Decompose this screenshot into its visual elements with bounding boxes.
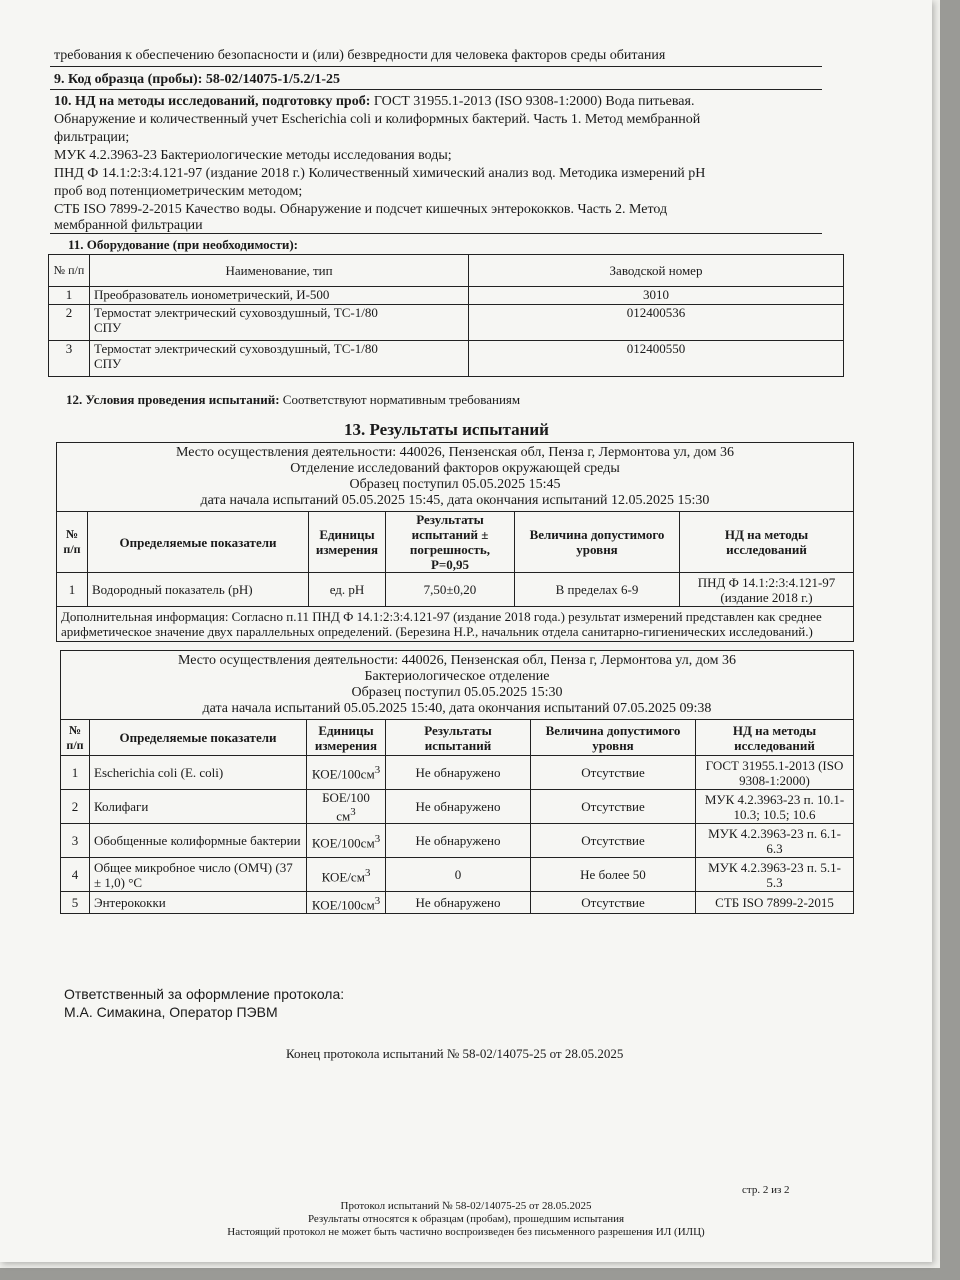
row-indicator: Энтерококки xyxy=(90,892,307,914)
row-indicator: Общее микробное число (ОМЧ) (37 ± 1,0) °С xyxy=(90,858,307,892)
unit-exponent: 3 xyxy=(374,894,381,907)
footer-line-1: Протокол испытаний № 58-02/14075-25 от 28.05.2025 xyxy=(340,1200,592,1212)
row-unit: ед. pH xyxy=(309,573,386,607)
unit-exponent: 3 xyxy=(350,806,356,818)
conditions xyxy=(66,392,520,408)
eq-header-serial: Заводской номер xyxy=(469,255,844,287)
row-limit: Не более 50 xyxy=(531,858,696,892)
row-num: 5 xyxy=(61,892,90,914)
row-num: 2 xyxy=(61,790,90,824)
col-header-indicator: Определяемые показатели xyxy=(88,512,309,573)
eq-row-num: 2 xyxy=(49,305,90,341)
eq-row-serial: 012400536 xyxy=(469,305,844,341)
eq-header-num: № п/п xyxy=(49,255,90,287)
row-num: 3 xyxy=(61,824,90,858)
section2-dates: дата начала испытаний 05.05.2025 15:40, дата окончания испытаний 07.05.2025 09:38 xyxy=(202,701,712,716)
unit-exponent: 3 xyxy=(364,866,371,879)
section1-header xyxy=(57,443,854,512)
eq-row-serial: 012400550 xyxy=(469,341,844,377)
eq-row-name: Преобразователь иономeтрический, И-500 xyxy=(90,287,469,305)
table-row xyxy=(49,305,844,341)
row-unit xyxy=(307,858,386,892)
table-row xyxy=(61,824,854,858)
col-header-unit: Единицы измерения xyxy=(307,720,386,756)
sample-code xyxy=(54,72,340,88)
eq-row-name-line2: СПУ xyxy=(94,320,122,335)
row-indicator: Обобщенные колиформные бактерии xyxy=(90,824,307,858)
sample-code-label: 9. Код образца (пробы): xyxy=(54,72,203,87)
row-num: 1 xyxy=(57,573,88,607)
conditions-value: Соответствуют нормативным требованиям xyxy=(282,392,521,407)
row-limit: Отсутствие xyxy=(531,756,696,790)
row-indicator: Водородный показатель (pH) xyxy=(88,573,309,607)
row-num: 4 xyxy=(61,858,90,892)
divider xyxy=(50,66,822,67)
row-unit xyxy=(307,892,386,914)
table-row xyxy=(61,892,854,914)
col-header-result: Результаты испытаний ± погрешность, P=0,95 xyxy=(386,512,515,573)
col-header-method: НД на методы исследований xyxy=(696,720,854,756)
equipment-title: 11. Оборудование (при необходимости): xyxy=(68,237,298,252)
footer-line-2: Результаты относятся к образцам (пробам), прошедшим испытания xyxy=(307,1213,625,1225)
methods-line-4: МУК 4.2.3963-23 Бактериологические методы исследования воды; xyxy=(54,148,452,163)
section1-dates: дата начала испытаний 05.05.2025 15:45, дата окончания испытаний 12.05.2025 15:30 xyxy=(200,493,710,508)
row-num: 1 xyxy=(61,756,90,790)
eq-row-serial: 3010 xyxy=(469,287,844,305)
row-limit: Отсутствие xyxy=(531,892,696,914)
section1-place: Место осуществления деятельности: 440026, Пензенская обл, Пенза г, Лермонтова ул, дом 36 xyxy=(175,445,735,460)
results-table-environment xyxy=(56,442,854,642)
row-result: Не обнаружено xyxy=(386,824,531,858)
eq-row-name xyxy=(90,305,469,341)
col-header-unit: Единицы измерения xyxy=(309,512,386,573)
unit-exponent: 3 xyxy=(374,832,381,845)
col-header-num: № п/п xyxy=(61,720,90,756)
methods-line-7: СТБ ISO 7899-2-2015 Качество воды. Обнаружение и подсчет кишечных энтерококков. Часть 2. Метод xyxy=(54,202,668,217)
row-method: МУК 4.2.3963-23 п. 6.1-6.3 xyxy=(696,824,854,858)
row-result: Не обнаружено xyxy=(386,790,531,824)
eq-row-name-line2: СПУ xyxy=(94,356,122,371)
divider xyxy=(50,233,822,234)
unit-text: КОЕ/см xyxy=(321,868,365,884)
row-method: СТБ ISO 7899-2-2015 xyxy=(696,892,854,914)
table-row xyxy=(49,287,844,305)
section1-received: Образец поступил 05.05.2025 15:45 xyxy=(349,477,561,492)
col-header-num: № п/п xyxy=(57,512,88,573)
sample-code-value: 58-02/14075-1/5.2/1-25 xyxy=(205,72,341,87)
section1-dept: Отделение исследований факторов окружающей среды xyxy=(290,461,620,476)
conditions-label: 12. Условия проведения испытаний: xyxy=(66,392,280,407)
row-limit: Отсутствие xyxy=(531,790,696,824)
row-method: МУК 4.2.3963-23 п. 10.1-10.3; 10.5; 10.6 xyxy=(696,790,854,824)
page-number: стр. 2 из 2 xyxy=(742,1184,790,1196)
eq-row-name xyxy=(90,341,469,377)
row-indicator: Колифаги xyxy=(90,790,307,824)
unit-text: КОЕ/100см xyxy=(311,896,375,912)
methods-line-1 xyxy=(54,94,694,110)
table-row xyxy=(61,858,854,892)
row-method: ПНД Ф 14.1:2:3:4.121-97 (издание 2018 г.) xyxy=(680,573,854,607)
row-result: Не обнаружено xyxy=(386,892,531,914)
col-header-method: НД на методы исследований xyxy=(680,512,854,573)
section2-place: Место осуществления деятельности: 440026, Пензенская обл, Пенза г, Лермонтова ул, дом 36 xyxy=(177,653,737,668)
col-header-indicator: Определяемые показатели xyxy=(90,720,307,756)
row-unit xyxy=(307,824,386,858)
row-unit xyxy=(307,790,386,824)
table-row xyxy=(57,573,854,607)
unit-text: КОЕ/100см xyxy=(311,766,375,782)
responsible-name: М.А. Симакина, Оператор ПЭВМ xyxy=(64,1004,278,1020)
section2-header xyxy=(61,651,854,720)
row-limit: Отсутствие xyxy=(531,824,696,858)
results-table-bacteriology xyxy=(60,650,854,914)
row-result: 7,50±0,20 xyxy=(386,573,515,607)
col-header-limit: Величина допустимого уровня xyxy=(515,512,680,573)
methods-line-5: ПНД Ф 14.1:2:3:4.121-97 (издание 2018 г.) Количественный химический анализ вод. Методика измерений pH xyxy=(54,166,706,181)
results-title: 13. Результаты испытаний xyxy=(344,420,549,439)
row-method: ГОСТ 31955.1-2013 (ISO 9308-1:2000) xyxy=(696,756,854,790)
divider xyxy=(50,89,822,90)
methods-line-6: проб вод потенциометрическим методом; xyxy=(54,184,303,199)
unit-exponent: 3 xyxy=(374,764,381,777)
table-row xyxy=(61,790,854,824)
row-indicator: Escherichia coli (E. coli) xyxy=(90,756,307,790)
header-line: требования к обеспечению безопасности и (или) безвредности для человека факторов среды обитания xyxy=(54,48,666,63)
row-unit xyxy=(307,756,386,790)
table-row xyxy=(61,756,854,790)
section2-dept: Бактериологическое отделение xyxy=(364,669,550,684)
unit-text: КОЕ/100см xyxy=(311,834,375,850)
row-method: МУК 4.2.3963-23 п. 5.1-5.3 xyxy=(696,858,854,892)
section1-extra-info: Дополнительная информация: Согласно п.11 ПНД Ф 14.1:2:3:4.121-97 (издание 2018 года.) результат измерений представлен как среднее арифметическое значение двух параллельных определений. (Березина Н.Р., начальник отдела санитарно-гигиенических исследований.) xyxy=(57,607,854,642)
unit-text: БОЕ/100 см xyxy=(322,790,370,824)
row-result: 0 xyxy=(386,858,531,892)
section2-received: Образец поступил 05.05.2025 15:30 xyxy=(351,685,563,700)
methods-line-2: Обнаружение и количественный учет Escherichia coli и колиформных бактерий. Часть 1. Метод мембранной xyxy=(54,112,701,127)
col-header-limit: Величина допустимого уровня xyxy=(531,720,696,756)
methods-line-8: мембранной фильтрации xyxy=(54,218,203,233)
footer-line-3: Настоящий протокол не может быть частично воспроизведен без письменного разрешения ИЛ (ИЛЦ) xyxy=(227,1226,705,1238)
eq-header-name: Наименование, тип xyxy=(90,255,469,287)
responsible-label: Ответственный за оформление протокола: xyxy=(64,986,345,1002)
eq-row-name-line1: Термостат электрический суховоздушный, ТС-1/80 xyxy=(94,305,378,320)
col-header-result: Результаты испытаний xyxy=(386,720,531,756)
row-result: Не обнаружено xyxy=(386,756,531,790)
table-row xyxy=(49,341,844,377)
end-note: Конец протокола испытаний № 58-02/14075-25 от 28.05.2025 xyxy=(286,1046,624,1061)
equipment-table xyxy=(48,254,844,377)
row-limit: В пределах 6-9 xyxy=(515,573,680,607)
methods-line-3: фильтрации; xyxy=(54,130,130,145)
methods-text: ГОСТ 31955.1-2013 (ISO 9308-1:2000) Вода питьевая. xyxy=(373,94,695,109)
eq-row-num: 1 xyxy=(49,287,90,305)
eq-row-num: 3 xyxy=(49,341,90,377)
eq-row-name-line1: Термостат электрический суховоздушный, ТС-1/80 xyxy=(94,341,378,356)
methods-label: 10. НД на методы исследований, подготовку проб: xyxy=(54,94,371,109)
